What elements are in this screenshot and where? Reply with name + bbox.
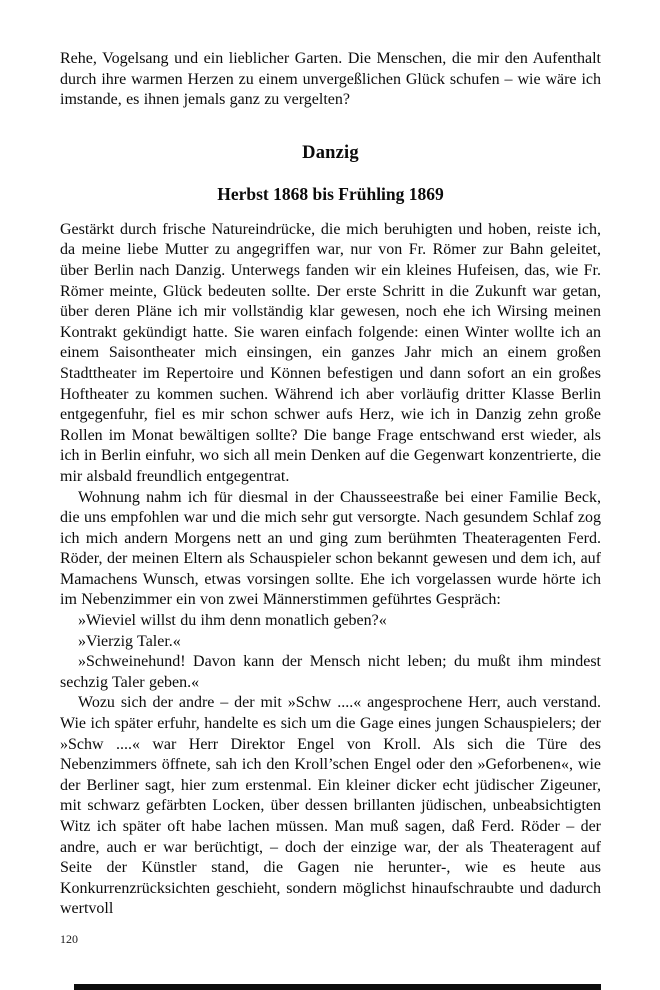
paragraph: Wohnung nahm ich für diesmal in der Chausseestraße bei einer Familie Beck, die uns empfohlen war und die mich sehr gut versorgte. Nach gesundem Schlaf zog ich mich andern Morgens nett an und ging zum berühmten Theateragenten Ferd. Röder, der meinen Eltern als Schauspieler schon bekannt gewesen und dem ich, auf Mamachens Wunsch, etwas vorsingen sollte. Ehe ich vorgelassen wurde hörte ich im Nebenzimmer ein von zwei Männerstimmen geführtes Gespräch: — [60, 488, 601, 609]
chapter-heading: Danzig — [302, 142, 359, 163]
chapter-subheading: Herbst 1868 bis Frühling 1869 — [217, 183, 444, 204]
dialogue-line: »Schweinehund! Davon kann der Mensch nicht leben; du mußt ihm mindest sechzig Taler geben.« — [60, 653, 601, 691]
next-page-edge — [74, 984, 601, 990]
paragraph: Wozu sich der andre – der mit »Schw ....« angesprochene Herr, auch verstand. Wie ich später erfuhr, handelte es sich um die Gage eines jungen Schauspielers; der »Schw ....« war Herr Direktor Engel von Kroll. Als sich die Türe des Nebenzimmers öffnete, sah ich den Kroll’schen Engel oder den »Geforbenen«, wie der Berliner sagt, hier zum erstenmal. Ein kleiner dicker echt jüdischer Zigeuner, mit schwarz gefärbten Locken, über dessen brillanten jüdischen, unbeabsichtigten Witz ich später oft habe lachen müssen. Man muß sagen, daß Ferd. Röder – der andre, auch er war berüchtigt, – doch der einzige war, der als Theateragent auf Seite der Künstler stand, die Gagen nie herunter-, wie es heute aus Konkurrenzrücksichten geschieht, sondern möglichst hinaufschraubte und dadurch wertvoll — [60, 694, 601, 918]
paragraph-continuation: Rehe, Vogelsang und ein lieblicher Garten. Die Menschen, die mir den Aufenthalt durch ihre warmen Herzen zu einem unvergeßlichen Glück schufen – wie wäre ich imstande, es ihnen jemals ganz zu vergelten? — [60, 50, 601, 109]
page-number: 120 — [60, 932, 78, 946]
dialogue-line: »Vierzig Taler.« — [78, 632, 181, 650]
dialogue-line: »Wieviel willst du ihm denn monatlich geben?« — [78, 612, 387, 630]
paragraph: Gestärkt durch frische Natureindrücke, die mich beruhigten und hoben, reiste ich, da meine liebe Mutter zu angegriffen war, nur von Fr. Römer zur Bahn geleitet, über Berlin nach Danzig. Unterwegs fanden wir ein kleines Hufeisen, das, wie Fr. Römer meinte, Glück bedeuten sollte. Der erste Schritt in die Zukunft war getan, über deren Pläne ich mir vollständig klar gewesen, noch ehe ich Wirsing meinen Kontrakt gekündigt hatte. Sie waren einfach folgende: einen Winter wollte ich an einem Saisontheater mich einsingen, ein ganzes Jahr mich an einem großen Stadttheater im Repertoire und Können befestigen und dann sofort an ein großes Hoftheater zu kommen suchen. Während ich aber vorläufig dritter Klasse Berlin entgegenfuhr, fiel es mir schon schwer aufs Herz, wie ich in Danzig zehn große Rollen im Monat bewältigen sollte? Die bange Frage entschwand erst wieder, als ich in Berlin einfuhr, wo sich all mein Denken auf die Gegenwart konzentrierte, die mir alsbald freundlich entgegentrat. — [60, 220, 601, 485]
page-text-block — [60, 49, 601, 920]
